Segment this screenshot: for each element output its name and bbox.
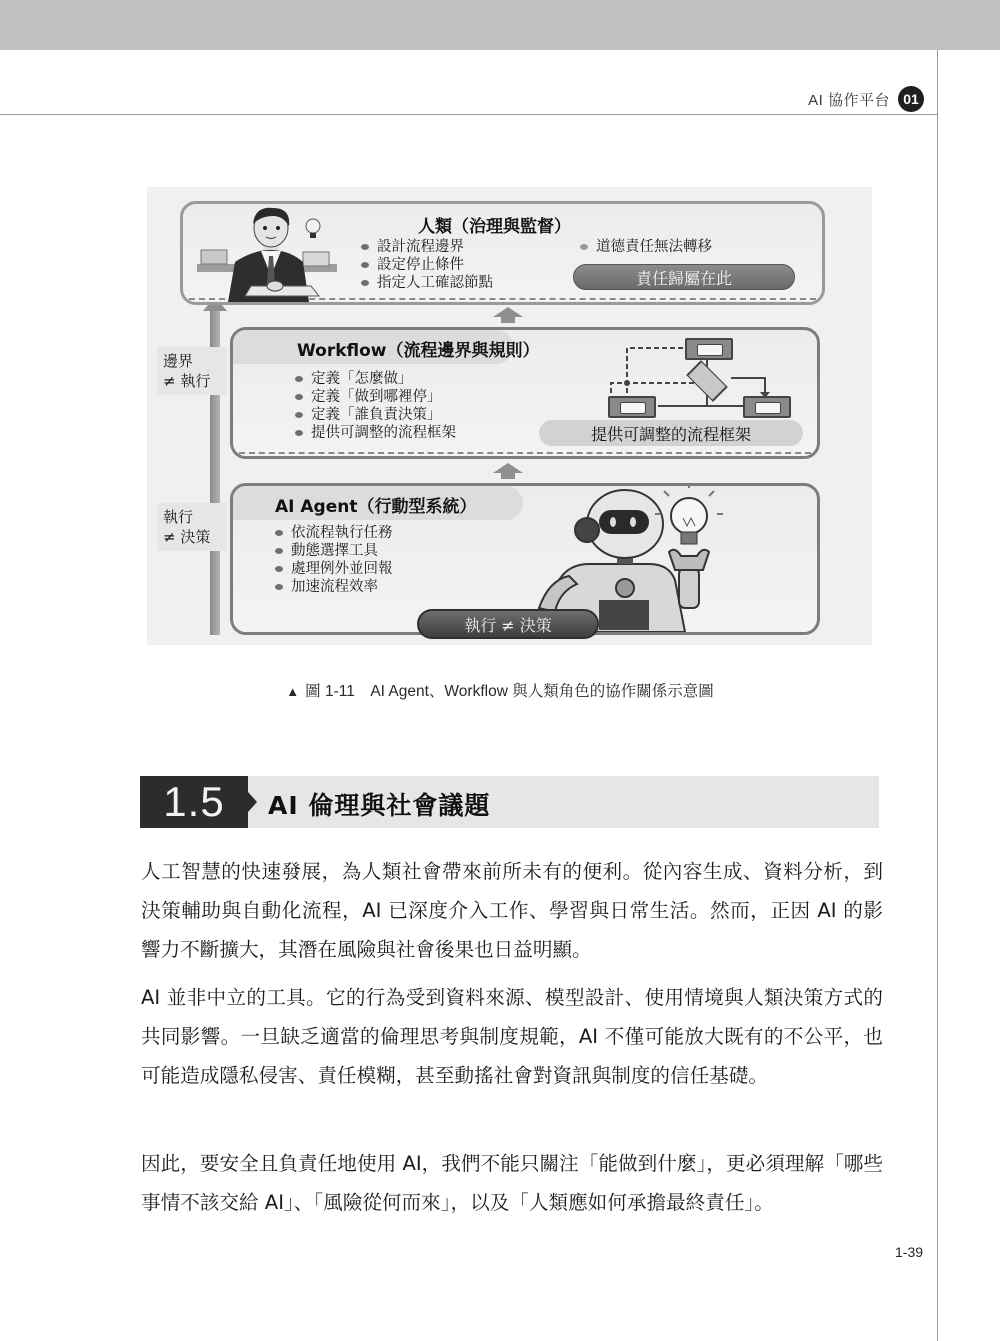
bullet-dot-icon (275, 566, 283, 572)
body-paragraph: 因此，要安全且負責任地使用 AI，我們不能只關注「能做到什麼」，更必須理解「哪些事情不該交給 AI」、「風險從何而來」，以及「人類應如何承擔最終責任」。 (141, 1152, 883, 1214)
bullet-dot-icon (295, 376, 303, 382)
bullet-text: 加速流程效率 (291, 579, 378, 595)
agent-layer-bullets (275, 524, 393, 596)
bullet-item (361, 238, 493, 256)
bullet-dot-icon (361, 262, 369, 268)
section-number: 1.5 (140, 776, 248, 828)
side-label-line: 邊界 (163, 352, 194, 370)
dashed-divider (239, 452, 811, 454)
execution-not-decision-pill: 執行 ≠ 決策 (417, 609, 599, 639)
human-layer-side-bullet (580, 238, 712, 256)
bullet-item (295, 406, 456, 424)
chapter-badge: 01 (898, 86, 924, 112)
body-paragraph: 人工智慧的快速發展，為人類社會帶來前所未有的便利。從內容生成、資料分析，到決策輔助與自動化流程，AI 已深度介入工作、學習與日常生活。然而，正因 AI 的影響力不斷擴大，其潛在風險與社會後果也日益明顯。 (141, 860, 883, 961)
agent-layer-title: AI Agent（行動型系統） (275, 497, 477, 517)
bullet-item (361, 256, 493, 274)
side-label-execution (157, 503, 227, 551)
bullet-dot-icon (361, 244, 369, 250)
up-arrow-icon (493, 463, 523, 479)
bullet-text: 定義「誰負責決策」 (311, 407, 442, 423)
side-label-line: 執行 (163, 508, 194, 526)
bullet-text: 道德責任無法轉移 (596, 239, 712, 255)
bullet-item (275, 578, 393, 596)
bullet-text: 定義「做到哪裡停」 (311, 389, 442, 405)
human-layer-bullets (361, 238, 493, 292)
bullet-text: 設定停止條件 (377, 257, 464, 273)
bullet-dot-icon (275, 584, 283, 590)
side-label-line: ≠ 執行 (163, 372, 211, 390)
bullet-text: 依流程執行任務 (291, 525, 393, 541)
flowchart-icon (603, 338, 793, 418)
bullet-dot-icon (295, 430, 303, 436)
bullet-dot-icon (275, 530, 283, 536)
bullet-text: 動態選擇工具 (291, 543, 378, 559)
running-head-title: AI 協作平台 (808, 91, 890, 109)
page-number: 1-39 (895, 1244, 924, 1260)
workflow-layer-bullets (295, 370, 456, 442)
section-notch-icon (248, 792, 257, 812)
bullet-item (275, 542, 393, 560)
bullet-text: 定義「怎麼做」 (311, 371, 413, 387)
bullet-dot-icon (295, 412, 303, 418)
up-arrow-icon (493, 307, 523, 323)
bullet-text: 提供可調整的流程框架 (311, 425, 456, 441)
workflow-layer-title: Workflow（流程邊界與規則） (297, 341, 540, 361)
bullet-item (361, 274, 493, 292)
section-title: AI 倫理與社會議題 (268, 791, 491, 820)
bullet-dot-icon (361, 280, 369, 286)
bullet-item (295, 370, 456, 388)
workflow-layer-box (230, 327, 820, 459)
bullet-text: 處理例外並回報 (291, 561, 393, 577)
flowchart-box (608, 396, 656, 418)
bullet-text: 指定人工確認節點 (377, 275, 493, 291)
businessman-icon (193, 206, 343, 302)
flowchart-box (685, 338, 733, 360)
bullet-dot-icon (580, 244, 588, 250)
responsibility-pill: 責任歸屬在此 (573, 264, 795, 290)
bullet-item (275, 524, 393, 542)
bullet-text: 設計流程邊界 (377, 239, 464, 255)
flowchart-box (743, 396, 791, 418)
side-label-boundary (157, 347, 227, 395)
bullet-dot-icon (295, 394, 303, 400)
human-layer-box (180, 201, 825, 305)
running-head (808, 86, 924, 112)
framework-pill: 提供可調整的流程框架 (539, 420, 803, 446)
human-layer-title: 人類（治理與監督） (418, 217, 571, 237)
section-heading (140, 776, 879, 828)
bullet-item (275, 560, 393, 578)
bullet-item (580, 238, 712, 256)
figure-caption (0, 679, 1000, 701)
caption-text: 圖 1-11 AI Agent、Workflow 與人類角色的協作關係示意圖 (305, 683, 714, 700)
page-top-band (0, 0, 1000, 50)
collaboration-diagram (147, 187, 872, 645)
triangle-marker-icon: ▲ (286, 684, 300, 699)
body-paragraph: AI 並非中立的工具。它的行為受到資料來源、模型設計、使用情境與人類決策方式的共同影響。一旦缺乏適當的倫理思考與制度規範，AI 不僅可能放大既有的不公平，也可能造成隱私侵害、責任模糊，甚至動搖社會對資訊與制度的信任基礎。 (141, 986, 883, 1087)
bullet-dot-icon (275, 548, 283, 554)
header-rule (0, 114, 938, 115)
bullet-item (295, 388, 456, 406)
side-label-line: ≠ 決策 (163, 528, 211, 546)
bullet-item (295, 424, 456, 442)
